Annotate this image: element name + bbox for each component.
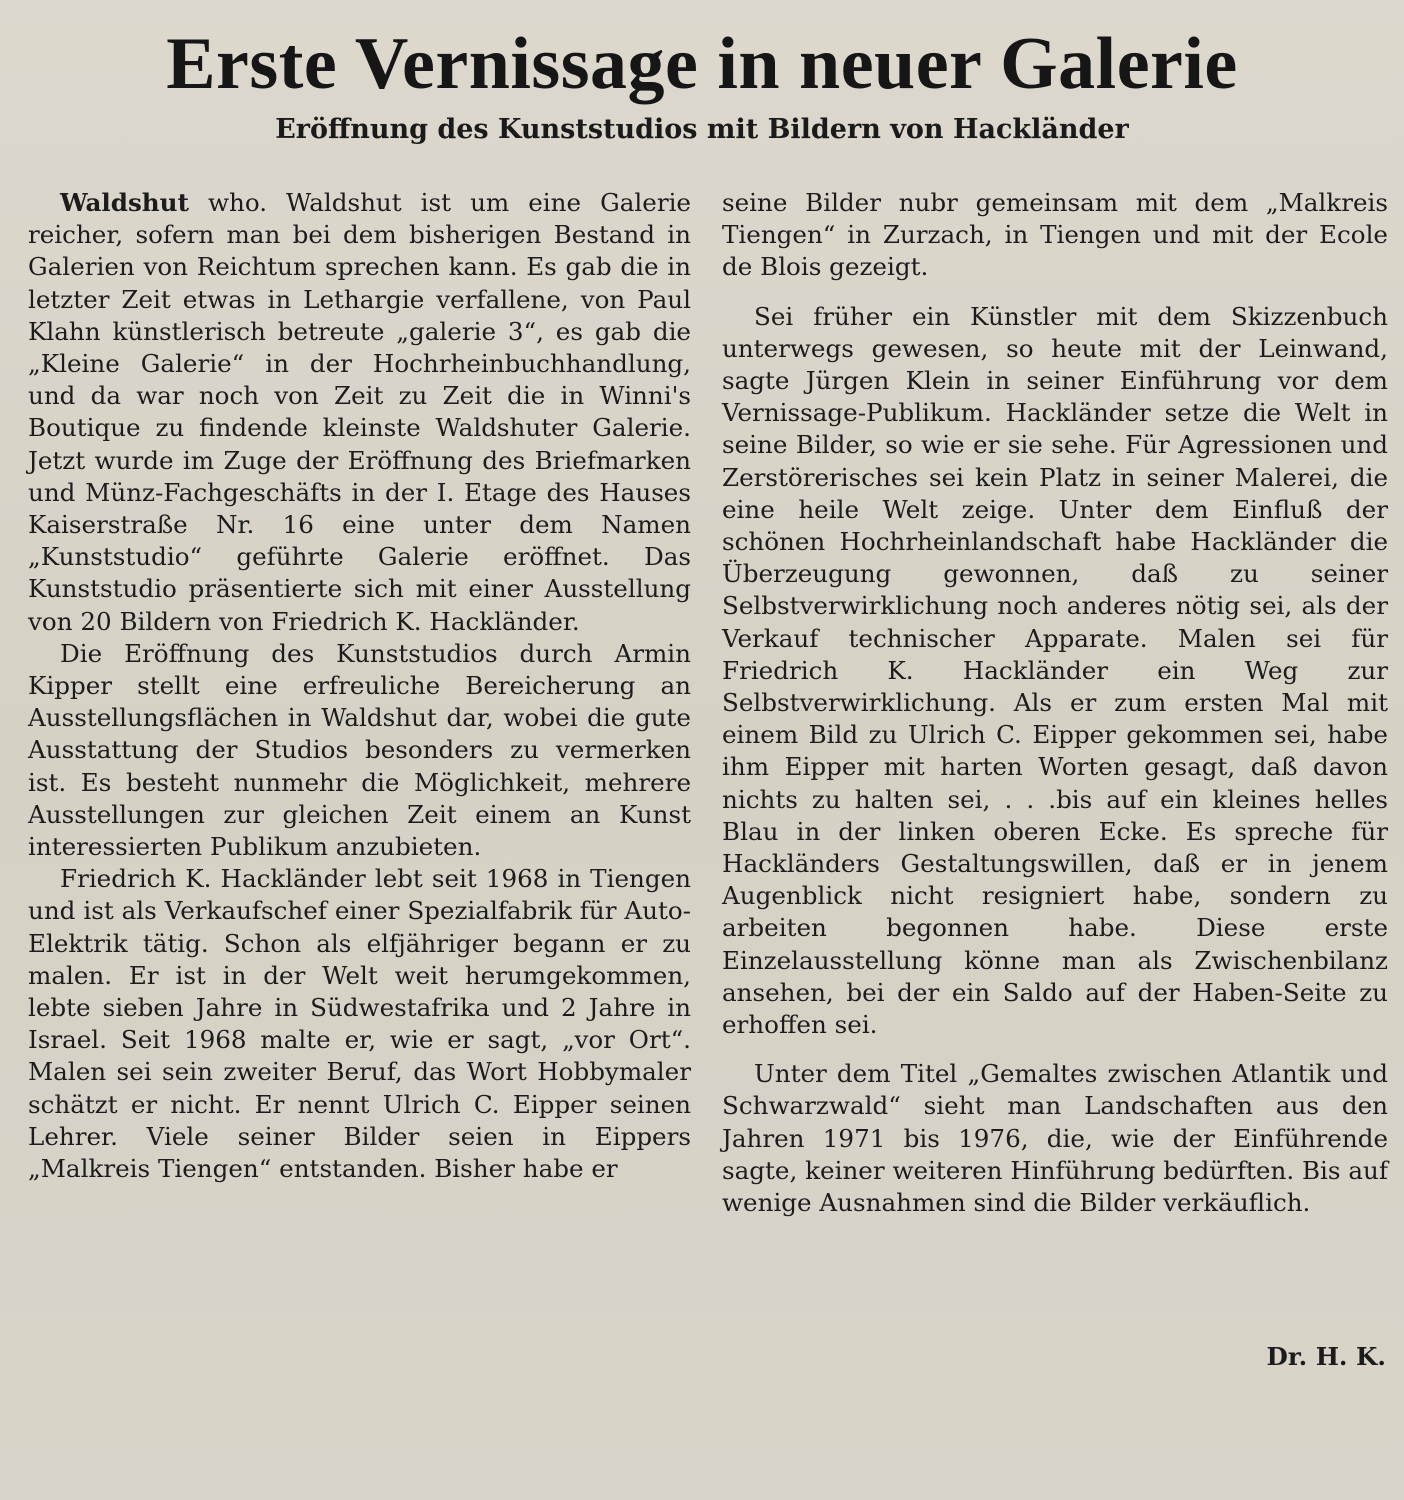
dateline: Waldshut — [60, 188, 189, 217]
paragraph-1-text: who. Waldshut ist um eine Galerie reicher, sofern man bei dem bisherigen Bestand in Galerien von Reichtum sprechen kann. Es gab die in letzter Zeit etwas in Lethargie verfallene, von Paul Klahn künstlerisch betreute „galerie 3“, es gab die „Kleine Galerie“ in der Hochrheinbuchhandlung, und da war noch von Zeit zu Zeit die in Winni's Boutique zu findende kleinste Waldshuter Galerie. Jetzt wurde im Zuge der Eröffnung des Briefmarken und Münz-Fachgeschäfts in der I. Etage des Hauses Kaiserstraße Nr. 16 eine unter dem Namen „Kunststudio“ geführte Galerie eröffnet. Das Kunststudio präsentierte sich mit einer Ausstellung von 20 Bildern von Friedrich K. Hackländer. — [28, 188, 691, 636]
article-column-right — [722, 187, 1388, 1219]
paragraph-1 — [28, 187, 691, 638]
paragraph-3: Friedrich K. Hackländer lebt seit 1968 in Tiengen und ist als Verkaufschef einer Spezialfabrik für Auto-Elektrik tätig. Schon als elfjähriger begann er zu malen. Er ist in der Welt weit herumgekommen, lebte sieben Jahre in Südwestafrika und 2 Jahre in Israel. Seit 1968 malte er, wie er sagt, „vor Ort“. Malen sei sein zweiter Beruf, das Wort Hobbymaler schätzt er nicht. Er nennt Ulrich C. Eipper seinen Lehrer. Viele seiner Bilder seien in Eippers „Malkreis Tiengen“ entstanden. Bisher habe er — [28, 864, 691, 1184]
paragraph-5: Sei früher ein Künstler mit dem Skizzenbuch unterwegs gewesen, so heute mit der Leinwand, sagte Jürgen Klein in seiner Einführung vor dem Vernissage-Publikum. Hackländer setze die Welt in seine Bilder, so wie er sie sehe. Für Agressionen und Zerstörerisches sei kein Platz in seiner Malerei, die eine heile Welt zeige. Unter dem Einfluß der schönen Hochrheinlandschaft habe Hackländer die Überzeugung gewonnen, daß zu seiner Selbstverwirklichung noch anderes nötig sei, als der Verkauf technischer Apparate. Malen sei für Friedrich K. Hackländer ein Weg zur Selbstverwirklichung. Als er zum ersten Mal mit einem Bild zu Ulrich C. Eipper gekommen sei, habe ihm Eipper mit harten Worten gesagt, daß davon nichts zu halten sei, . . .bis auf ein kleines helles Blau in der linken oberen Ecke. Es spreche für Hackländers Gestaltungswillen, daß er in jenem Augenblick nicht resigniert habe, sondern zu arbeiten begonnen habe. Diese erste Einzelausstellung könne man als Zwischenbilanz ansehen, bei der ein Saldo auf der Haben-Seite zu erhoffen sei. — [722, 301, 1388, 1040]
headline: Erste Vernissage in neuer Galerie — [166, 23, 1238, 105]
paragraph-6: Unter dem Titel „Gemaltes zwischen Atlantik und Schwarzwald“ sieht man Landschaften aus den Jahren 1971 bis 1976, die, wie der Einführende sagte, keiner weiteren Hinführung bedürften. Bis auf wenige Ausnahmen sind die Bilder verkäuflich. — [722, 1059, 1388, 1218]
author-signature: Dr. H. K. — [1266, 1342, 1386, 1371]
article-column-left — [28, 187, 691, 1185]
subheadline: Eröffnung des Kunststudios mit Bildern von Hackländer — [275, 114, 1129, 145]
paragraph-2: Die Eröffnung des Kunststudios durch Armin Kipper stellt eine erfreuliche Bereicherung an Ausstellungsflächen in Waldshut dar, wobei die gute Ausstattung der Studios besonders zu vermerken ist. Es besteht nunmehr die Möglichkeit, mehrere Ausstellungen zur gleichen Zeit einem an Kunst interessierten Publikum anzubieten. — [28, 638, 691, 862]
paragraph-4: seine Bilder nubr gemeinsam mit dem „Malkreis Tiengen“ in Zurzach, in Tiengen und mit der Ecole de Blois gezeigt. — [722, 188, 1388, 282]
